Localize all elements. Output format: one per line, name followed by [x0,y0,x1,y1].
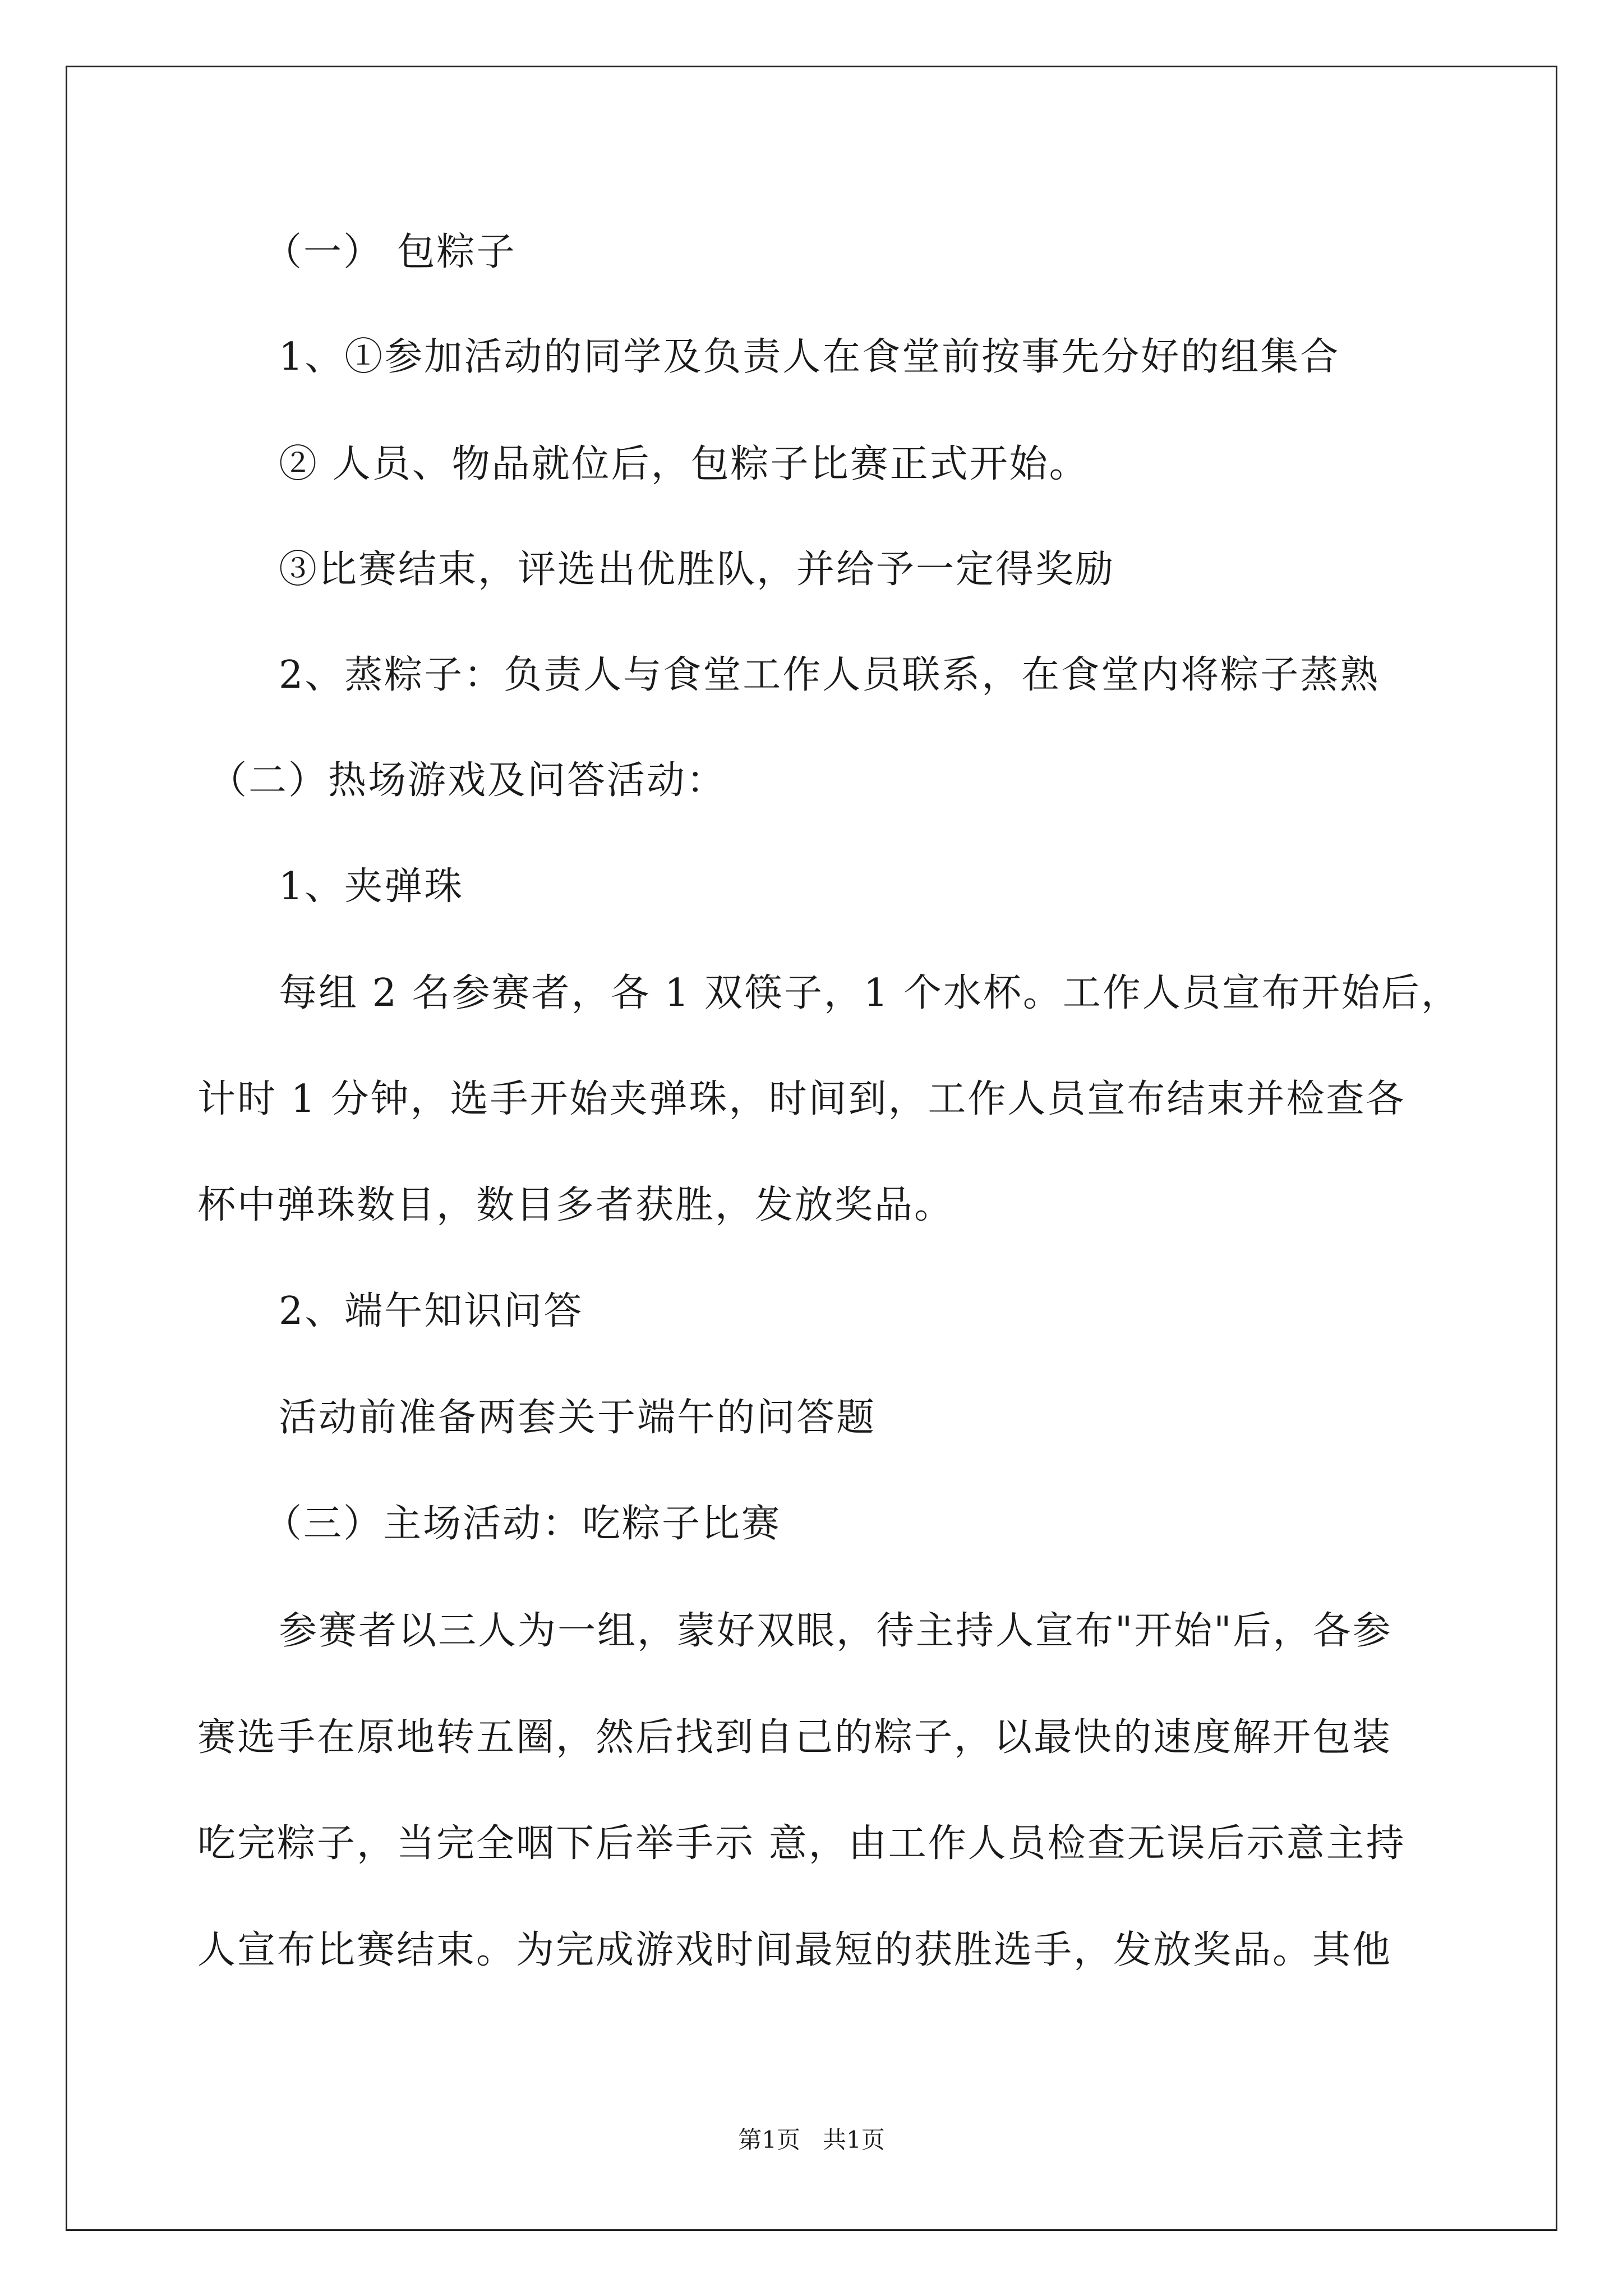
page-footer [0,2128,1623,2152]
paragraph-line: 活动前准备两套关于端午的问答题 [279,1396,877,1440]
paragraph-line: ③比赛结束，评选出优胜队，并给予一定得奖励 [279,547,1115,592]
paragraph-line: 人宣布比赛结束。为完成游戏时间最短的获胜选手，发放奖品。其他 [197,1928,1393,1972]
section-heading-3: （三）主场活动：吃粽子比赛 [264,1502,782,1546]
paragraph-line: 吃完粽子，当完全咽下后举手示 意，由工作人员检查无误后示意主持 [197,1821,1406,1866]
page-border [66,66,1557,2231]
paragraph-line: 2、蒸粽子：负责人与食堂工作人员联系，在食堂内将粽子蒸熟 [279,653,1380,697]
paragraph-line: 计时 1 分钟，选手开始夹弹珠，时间到，工作人员宣布结束并检查各 [197,1077,1406,1121]
section-heading-1: （一） 包粽子 [264,230,517,274]
paragraph-line: 每组 2 名参赛者，各 1 双筷子，1 个水杯。工作人员宣布开始后， [279,971,1461,1015]
section-heading-2: （二）热场游戏及问答活动： [209,758,727,803]
page-number: 第1页 [738,2126,800,2154]
paragraph-line: 参赛者以三人为一组，蒙好双眼，待主持人宣布"开始"后，各参 [279,1609,1393,1653]
page-total: 共1页 [823,2126,885,2154]
paragraph-line: 1、夹弹珠 [279,864,464,909]
paragraph-line: 2、端午知识问答 [279,1289,584,1333]
paragraph-line: 1、①参加活动的同学及负责人在食堂前按事先分好的组集合 [279,335,1340,379]
paragraph-line: ② 人员、物品就位后，包粽子比赛正式开始。 [279,442,1089,486]
paragraph-line: 杯中弹珠数目，数目多者获胜，发放奖品。 [197,1183,955,1227]
paragraph-line: 赛选手在原地转五圈，然后找到自己的粽子，以最快的速度解开包装 [197,1715,1393,1760]
